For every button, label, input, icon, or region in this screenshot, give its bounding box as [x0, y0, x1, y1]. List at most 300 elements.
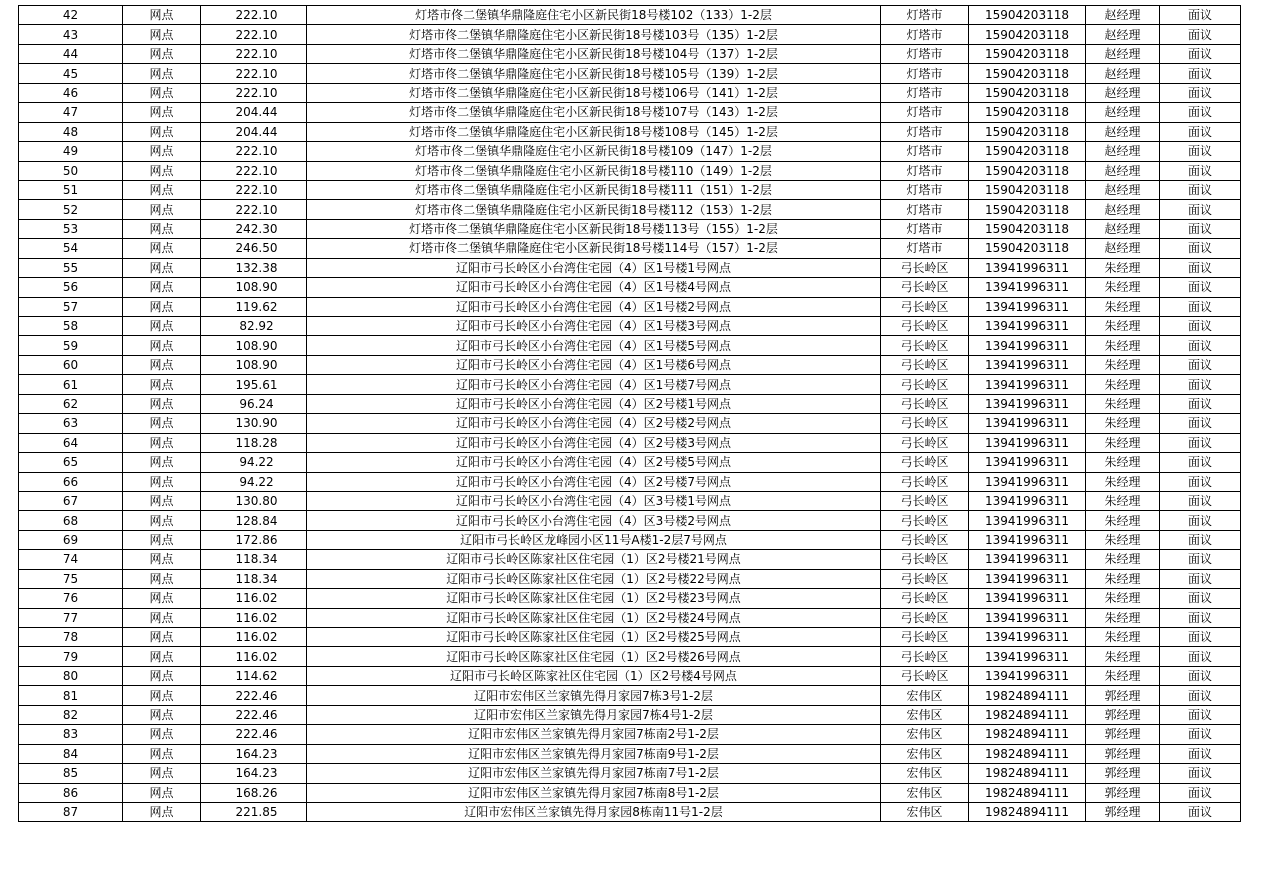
- cell-address[interactable]: 辽阳市宏伟区兰家镇先得月家园7栋南9号1-2层: [307, 744, 881, 763]
- cell-row-number[interactable]: 62: [19, 394, 123, 413]
- cell-district[interactable]: 灯塔市: [881, 161, 969, 180]
- cell-area[interactable]: 222.10: [201, 83, 307, 102]
- cell-property-type[interactable]: 网点: [123, 219, 201, 238]
- cell-price[interactable]: 面议: [1160, 297, 1241, 316]
- cell-price[interactable]: 面议: [1160, 375, 1241, 394]
- cell-property-type[interactable]: 网点: [123, 686, 201, 705]
- cell-district[interactable]: 弓长岭区: [881, 317, 969, 336]
- cell-district[interactable]: 弓长岭区: [881, 647, 969, 666]
- cell-price[interactable]: 面议: [1160, 783, 1241, 802]
- cell-price[interactable]: 面议: [1160, 161, 1241, 180]
- cell-area[interactable]: 172.86: [201, 530, 307, 549]
- cell-row-number[interactable]: 79: [19, 647, 123, 666]
- cell-row-number[interactable]: 50: [19, 161, 123, 180]
- cell-district[interactable]: 弓长岭区: [881, 258, 969, 277]
- cell-price[interactable]: 面议: [1160, 83, 1241, 102]
- cell-contact[interactable]: 赵经理: [1086, 103, 1160, 122]
- cell-property-type[interactable]: 网点: [123, 83, 201, 102]
- cell-district[interactable]: 弓长岭区: [881, 375, 969, 394]
- cell-price[interactable]: 面议: [1160, 394, 1241, 413]
- cell-price[interactable]: 面议: [1160, 647, 1241, 666]
- cell-district[interactable]: 灯塔市: [881, 122, 969, 141]
- cell-row-number[interactable]: 60: [19, 355, 123, 374]
- cell-price[interactable]: 面议: [1160, 200, 1241, 219]
- cell-contact[interactable]: 郭经理: [1086, 686, 1160, 705]
- cell-price[interactable]: 面议: [1160, 686, 1241, 705]
- cell-address[interactable]: 辽阳市弓长岭区小台湾住宅园（4）区3号楼1号网点: [307, 491, 881, 510]
- cell-district[interactable]: 弓长岭区: [881, 491, 969, 510]
- cell-phone[interactable]: 13941996311: [969, 355, 1086, 374]
- cell-price[interactable]: 面议: [1160, 142, 1241, 161]
- cell-area[interactable]: 118.28: [201, 433, 307, 452]
- cell-contact[interactable]: 郭经理: [1086, 783, 1160, 802]
- cell-phone[interactable]: 13941996311: [969, 491, 1086, 510]
- cell-area[interactable]: 114.62: [201, 666, 307, 685]
- cell-price[interactable]: 面议: [1160, 589, 1241, 608]
- cell-area[interactable]: 204.44: [201, 122, 307, 141]
- cell-area[interactable]: 116.02: [201, 628, 307, 647]
- cell-row-number[interactable]: 67: [19, 491, 123, 510]
- cell-row-number[interactable]: 68: [19, 511, 123, 530]
- cell-address[interactable]: 灯塔市佟二堡镇华鼎隆庭住宅小区新民街18号楼105号（139）1-2层: [307, 64, 881, 83]
- cell-price[interactable]: 面议: [1160, 725, 1241, 744]
- cell-address[interactable]: 灯塔市佟二堡镇华鼎隆庭住宅小区新民街18号楼108号（145）1-2层: [307, 122, 881, 141]
- cell-contact[interactable]: 朱经理: [1086, 433, 1160, 452]
- cell-district[interactable]: 弓长岭区: [881, 433, 969, 452]
- cell-address[interactable]: 灯塔市佟二堡镇华鼎隆庭住宅小区新民街18号楼109（147）1-2层: [307, 142, 881, 161]
- cell-price[interactable]: 面议: [1160, 628, 1241, 647]
- cell-address[interactable]: 辽阳市弓长岭区龙峰园小区11号A楼1-2层7号网点: [307, 530, 881, 549]
- cell-row-number[interactable]: 85: [19, 764, 123, 783]
- cell-phone[interactable]: 13941996311: [969, 666, 1086, 685]
- cell-price[interactable]: 面议: [1160, 608, 1241, 627]
- cell-phone[interactable]: 19824894111: [969, 705, 1086, 724]
- cell-area[interactable]: 222.46: [201, 705, 307, 724]
- cell-price[interactable]: 面议: [1160, 336, 1241, 355]
- cell-address[interactable]: 辽阳市弓长岭区小台湾住宅园（4）区1号楼7号网点: [307, 375, 881, 394]
- cell-property-type[interactable]: 网点: [123, 491, 201, 510]
- cell-price[interactable]: 面议: [1160, 550, 1241, 569]
- cell-area[interactable]: 222.46: [201, 686, 307, 705]
- cell-price[interactable]: 面议: [1160, 472, 1241, 491]
- cell-area[interactable]: 118.34: [201, 550, 307, 569]
- cell-contact[interactable]: 赵经理: [1086, 200, 1160, 219]
- cell-address[interactable]: 辽阳市弓长岭区陈家社区住宅园（1）区2号楼4号网点: [307, 666, 881, 685]
- cell-area[interactable]: 222.10: [201, 200, 307, 219]
- cell-row-number[interactable]: 58: [19, 317, 123, 336]
- cell-row-number[interactable]: 65: [19, 453, 123, 472]
- cell-contact[interactable]: 朱经理: [1086, 414, 1160, 433]
- cell-contact[interactable]: 朱经理: [1086, 491, 1160, 510]
- cell-address[interactable]: 辽阳市弓长岭区陈家社区住宅园（1）区2号楼21号网点: [307, 550, 881, 569]
- cell-property-type[interactable]: 网点: [123, 433, 201, 452]
- cell-district[interactable]: 灯塔市: [881, 142, 969, 161]
- cell-address[interactable]: 灯塔市佟二堡镇华鼎隆庭住宅小区新民街18号楼102（133）1-2层: [307, 6, 881, 25]
- cell-property-type[interactable]: 网点: [123, 705, 201, 724]
- cell-phone[interactable]: 15904203118: [969, 83, 1086, 102]
- cell-contact[interactable]: 赵经理: [1086, 142, 1160, 161]
- cell-district[interactable]: 宏伟区: [881, 725, 969, 744]
- cell-district[interactable]: 宏伟区: [881, 686, 969, 705]
- cell-row-number[interactable]: 47: [19, 103, 123, 122]
- cell-area[interactable]: 222.10: [201, 142, 307, 161]
- cell-phone[interactable]: 13941996311: [969, 550, 1086, 569]
- cell-area[interactable]: 130.80: [201, 491, 307, 510]
- cell-area[interactable]: 108.90: [201, 278, 307, 297]
- cell-district[interactable]: 宏伟区: [881, 764, 969, 783]
- cell-area[interactable]: 222.46: [201, 725, 307, 744]
- cell-price[interactable]: 面议: [1160, 802, 1241, 821]
- cell-phone[interactable]: 13941996311: [969, 569, 1086, 588]
- cell-district[interactable]: 灯塔市: [881, 239, 969, 258]
- cell-property-type[interactable]: 网点: [123, 336, 201, 355]
- cell-property-type[interactable]: 网点: [123, 394, 201, 413]
- cell-contact[interactable]: 郭经理: [1086, 764, 1160, 783]
- cell-contact[interactable]: 郭经理: [1086, 705, 1160, 724]
- cell-phone[interactable]: 13941996311: [969, 278, 1086, 297]
- cell-property-type[interactable]: 网点: [123, 666, 201, 685]
- cell-row-number[interactable]: 55: [19, 258, 123, 277]
- cell-district[interactable]: 弓长岭区: [881, 472, 969, 491]
- cell-area[interactable]: 222.10: [201, 64, 307, 83]
- cell-contact[interactable]: 朱经理: [1086, 394, 1160, 413]
- cell-contact[interactable]: 朱经理: [1086, 666, 1160, 685]
- cell-phone[interactable]: 15904203118: [969, 25, 1086, 44]
- cell-contact[interactable]: 赵经理: [1086, 122, 1160, 141]
- cell-contact[interactable]: 朱经理: [1086, 278, 1160, 297]
- cell-contact[interactable]: 朱经理: [1086, 375, 1160, 394]
- cell-price[interactable]: 面议: [1160, 317, 1241, 336]
- cell-district[interactable]: 弓长岭区: [881, 453, 969, 472]
- cell-address[interactable]: 辽阳市弓长岭区小台湾住宅园（4）区1号楼2号网点: [307, 297, 881, 316]
- cell-property-type[interactable]: 网点: [123, 628, 201, 647]
- cell-phone[interactable]: 15904203118: [969, 161, 1086, 180]
- cell-area[interactable]: 96.24: [201, 394, 307, 413]
- cell-area[interactable]: 222.10: [201, 180, 307, 199]
- cell-property-type[interactable]: 网点: [123, 511, 201, 530]
- cell-price[interactable]: 面议: [1160, 414, 1241, 433]
- cell-district[interactable]: 宏伟区: [881, 744, 969, 763]
- cell-phone[interactable]: 15904203118: [969, 200, 1086, 219]
- cell-price[interactable]: 面议: [1160, 103, 1241, 122]
- cell-price[interactable]: 面议: [1160, 180, 1241, 199]
- cell-district[interactable]: 灯塔市: [881, 103, 969, 122]
- cell-address[interactable]: 辽阳市弓长岭区小台湾住宅园（4）区2号楼3号网点: [307, 433, 881, 452]
- cell-area[interactable]: 116.02: [201, 647, 307, 666]
- cell-property-type[interactable]: 网点: [123, 64, 201, 83]
- cell-row-number[interactable]: 43: [19, 25, 123, 44]
- cell-row-number[interactable]: 48: [19, 122, 123, 141]
- cell-property-type[interactable]: 网点: [123, 142, 201, 161]
- cell-contact[interactable]: 赵经理: [1086, 161, 1160, 180]
- cell-phone[interactable]: 15904203118: [969, 6, 1086, 25]
- cell-area[interactable]: 119.62: [201, 297, 307, 316]
- cell-phone[interactable]: 19824894111: [969, 764, 1086, 783]
- cell-contact[interactable]: 朱经理: [1086, 530, 1160, 549]
- cell-phone[interactable]: 13941996311: [969, 394, 1086, 413]
- cell-row-number[interactable]: 76: [19, 589, 123, 608]
- cell-row-number[interactable]: 63: [19, 414, 123, 433]
- cell-price[interactable]: 面议: [1160, 239, 1241, 258]
- cell-phone[interactable]: 19824894111: [969, 725, 1086, 744]
- cell-phone[interactable]: 13941996311: [969, 297, 1086, 316]
- cell-property-type[interactable]: 网点: [123, 530, 201, 549]
- cell-phone[interactable]: 13941996311: [969, 258, 1086, 277]
- cell-property-type[interactable]: 网点: [123, 200, 201, 219]
- cell-row-number[interactable]: 69: [19, 530, 123, 549]
- cell-price[interactable]: 面议: [1160, 433, 1241, 452]
- cell-phone[interactable]: 13941996311: [969, 647, 1086, 666]
- cell-district[interactable]: 灯塔市: [881, 25, 969, 44]
- cell-property-type[interactable]: 网点: [123, 355, 201, 374]
- cell-district[interactable]: 灯塔市: [881, 44, 969, 63]
- cell-property-type[interactable]: 网点: [123, 180, 201, 199]
- cell-phone[interactable]: 13941996311: [969, 608, 1086, 627]
- cell-row-number[interactable]: 78: [19, 628, 123, 647]
- cell-phone[interactable]: 19824894111: [969, 783, 1086, 802]
- cell-price[interactable]: 面议: [1160, 355, 1241, 374]
- cell-phone[interactable]: 15904203118: [969, 142, 1086, 161]
- cell-address[interactable]: 辽阳市弓长岭区小台湾住宅园（4）区1号楼1号网点: [307, 258, 881, 277]
- cell-property-type[interactable]: 网点: [123, 764, 201, 783]
- cell-contact[interactable]: 赵经理: [1086, 64, 1160, 83]
- cell-row-number[interactable]: 86: [19, 783, 123, 802]
- cell-phone[interactable]: 13941996311: [969, 433, 1086, 452]
- cell-row-number[interactable]: 84: [19, 744, 123, 763]
- cell-district[interactable]: 弓长岭区: [881, 297, 969, 316]
- cell-price[interactable]: 面议: [1160, 569, 1241, 588]
- cell-district[interactable]: 灯塔市: [881, 180, 969, 199]
- cell-district[interactable]: 弓长岭区: [881, 355, 969, 374]
- cell-property-type[interactable]: 网点: [123, 258, 201, 277]
- cell-phone[interactable]: 13941996311: [969, 375, 1086, 394]
- cell-row-number[interactable]: 56: [19, 278, 123, 297]
- cell-price[interactable]: 面议: [1160, 258, 1241, 277]
- cell-address[interactable]: 辽阳市宏伟区兰家镇先得月家园7栋南8号1-2层: [307, 783, 881, 802]
- cell-row-number[interactable]: 77: [19, 608, 123, 627]
- cell-contact[interactable]: 赵经理: [1086, 83, 1160, 102]
- cell-property-type[interactable]: 网点: [123, 239, 201, 258]
- cell-property-type[interactable]: 网点: [123, 44, 201, 63]
- cell-address[interactable]: 辽阳市宏伟区兰家镇先得月家园7栋南2号1-2层: [307, 725, 881, 744]
- cell-address[interactable]: 灯塔市佟二堡镇华鼎隆庭住宅小区新民街18号楼107号（143）1-2层: [307, 103, 881, 122]
- cell-district[interactable]: 灯塔市: [881, 64, 969, 83]
- cell-phone[interactable]: 13941996311: [969, 589, 1086, 608]
- cell-address[interactable]: 辽阳市弓长岭区陈家社区住宅园（1）区2号楼22号网点: [307, 569, 881, 588]
- cell-area[interactable]: 222.10: [201, 161, 307, 180]
- cell-address[interactable]: 灯塔市佟二堡镇华鼎隆庭住宅小区新民街18号楼112（153）1-2层: [307, 200, 881, 219]
- cell-price[interactable]: 面议: [1160, 219, 1241, 238]
- cell-contact[interactable]: 郭经理: [1086, 744, 1160, 763]
- cell-area[interactable]: 116.02: [201, 589, 307, 608]
- cell-phone[interactable]: 13941996311: [969, 530, 1086, 549]
- cell-row-number[interactable]: 64: [19, 433, 123, 452]
- cell-row-number[interactable]: 52: [19, 200, 123, 219]
- cell-property-type[interactable]: 网点: [123, 25, 201, 44]
- cell-address[interactable]: 辽阳市弓长岭区小台湾住宅园（4）区3号楼2号网点: [307, 511, 881, 530]
- cell-district[interactable]: 弓长岭区: [881, 336, 969, 355]
- cell-area[interactable]: 246.50: [201, 239, 307, 258]
- cell-area[interactable]: 82.92: [201, 317, 307, 336]
- cell-address[interactable]: 灯塔市佟二堡镇华鼎隆庭住宅小区新民街18号楼110（149）1-2层: [307, 161, 881, 180]
- cell-area[interactable]: 195.61: [201, 375, 307, 394]
- cell-phone[interactable]: 13941996311: [969, 511, 1086, 530]
- cell-district[interactable]: 宏伟区: [881, 802, 969, 821]
- cell-row-number[interactable]: 83: [19, 725, 123, 744]
- cell-phone[interactable]: 13941996311: [969, 414, 1086, 433]
- cell-price[interactable]: 面议: [1160, 44, 1241, 63]
- cell-district[interactable]: 灯塔市: [881, 219, 969, 238]
- cell-area[interactable]: 108.90: [201, 336, 307, 355]
- cell-property-type[interactable]: 网点: [123, 608, 201, 627]
- cell-address[interactable]: 辽阳市弓长岭区小台湾住宅园（4）区2号楼1号网点: [307, 394, 881, 413]
- cell-area[interactable]: 222.10: [201, 25, 307, 44]
- cell-address[interactable]: 辽阳市宏伟区兰家镇先得月家园7栋南7号1-2层: [307, 764, 881, 783]
- cell-area[interactable]: 118.34: [201, 569, 307, 588]
- cell-property-type[interactable]: 网点: [123, 161, 201, 180]
- cell-price[interactable]: 面议: [1160, 764, 1241, 783]
- cell-area[interactable]: 222.10: [201, 6, 307, 25]
- cell-district[interactable]: 弓长岭区: [881, 589, 969, 608]
- cell-price[interactable]: 面议: [1160, 666, 1241, 685]
- cell-district[interactable]: 弓长岭区: [881, 511, 969, 530]
- cell-row-number[interactable]: 44: [19, 44, 123, 63]
- cell-contact[interactable]: 朱经理: [1086, 297, 1160, 316]
- cell-contact[interactable]: 赵经理: [1086, 180, 1160, 199]
- cell-price[interactable]: 面议: [1160, 6, 1241, 25]
- cell-district[interactable]: 弓长岭区: [881, 550, 969, 569]
- cell-contact[interactable]: 郭经理: [1086, 802, 1160, 821]
- cell-area[interactable]: 128.84: [201, 511, 307, 530]
- cell-row-number[interactable]: 87: [19, 802, 123, 821]
- cell-address[interactable]: 辽阳市弓长岭区陈家社区住宅园（1）区2号楼24号网点: [307, 608, 881, 627]
- cell-phone[interactable]: 13941996311: [969, 453, 1086, 472]
- cell-contact[interactable]: 朱经理: [1086, 628, 1160, 647]
- cell-address[interactable]: 辽阳市弓长岭区陈家社区住宅园（1）区2号楼26号网点: [307, 647, 881, 666]
- cell-price[interactable]: 面议: [1160, 278, 1241, 297]
- cell-contact[interactable]: 朱经理: [1086, 647, 1160, 666]
- cell-property-type[interactable]: 网点: [123, 317, 201, 336]
- cell-contact[interactable]: 朱经理: [1086, 608, 1160, 627]
- cell-price[interactable]: 面议: [1160, 25, 1241, 44]
- cell-address[interactable]: 辽阳市弓长岭区小台湾住宅园（4）区2号楼5号网点: [307, 453, 881, 472]
- cell-contact[interactable]: 朱经理: [1086, 355, 1160, 374]
- cell-address[interactable]: 辽阳市弓长岭区小台湾住宅园（4）区2号楼7号网点: [307, 472, 881, 491]
- cell-row-number[interactable]: 54: [19, 239, 123, 258]
- cell-contact[interactable]: 朱经理: [1086, 550, 1160, 569]
- cell-address[interactable]: 灯塔市佟二堡镇华鼎隆庭住宅小区新民街18号楼114号（157）1-2层: [307, 239, 881, 258]
- cell-row-number[interactable]: 81: [19, 686, 123, 705]
- cell-row-number[interactable]: 82: [19, 705, 123, 724]
- cell-phone[interactable]: 19824894111: [969, 744, 1086, 763]
- cell-address[interactable]: 辽阳市弓长岭区小台湾住宅园（4）区1号楼3号网点: [307, 317, 881, 336]
- cell-property-type[interactable]: 网点: [123, 550, 201, 569]
- cell-contact[interactable]: 朱经理: [1086, 317, 1160, 336]
- cell-phone[interactable]: 15904203118: [969, 44, 1086, 63]
- cell-area[interactable]: 132.38: [201, 258, 307, 277]
- cell-row-number[interactable]: 59: [19, 336, 123, 355]
- cell-row-number[interactable]: 45: [19, 64, 123, 83]
- cell-phone[interactable]: 15904203118: [969, 103, 1086, 122]
- cell-phone[interactable]: 13941996311: [969, 317, 1086, 336]
- cell-contact[interactable]: 赵经理: [1086, 239, 1160, 258]
- cell-property-type[interactable]: 网点: [123, 783, 201, 802]
- cell-district[interactable]: 弓长岭区: [881, 628, 969, 647]
- cell-property-type[interactable]: 网点: [123, 802, 201, 821]
- cell-property-type[interactable]: 网点: [123, 725, 201, 744]
- cell-row-number[interactable]: 66: [19, 472, 123, 491]
- cell-area[interactable]: 168.26: [201, 783, 307, 802]
- cell-address[interactable]: 辽阳市弓长岭区陈家社区住宅园（1）区2号楼25号网点: [307, 628, 881, 647]
- cell-district[interactable]: 宏伟区: [881, 783, 969, 802]
- cell-row-number[interactable]: 74: [19, 550, 123, 569]
- cell-price[interactable]: 面议: [1160, 453, 1241, 472]
- cell-area[interactable]: 116.02: [201, 608, 307, 627]
- cell-district[interactable]: 弓长岭区: [881, 608, 969, 627]
- cell-row-number[interactable]: 53: [19, 219, 123, 238]
- cell-area[interactable]: 242.30: [201, 219, 307, 238]
- cell-row-number[interactable]: 49: [19, 142, 123, 161]
- cell-contact[interactable]: 朱经理: [1086, 589, 1160, 608]
- cell-price[interactable]: 面议: [1160, 122, 1241, 141]
- cell-area[interactable]: 204.44: [201, 103, 307, 122]
- cell-area[interactable]: 94.22: [201, 472, 307, 491]
- cell-district[interactable]: 灯塔市: [881, 200, 969, 219]
- cell-phone[interactable]: 19824894111: [969, 802, 1086, 821]
- cell-property-type[interactable]: 网点: [123, 472, 201, 491]
- cell-phone[interactable]: 13941996311: [969, 336, 1086, 355]
- cell-property-type[interactable]: 网点: [123, 103, 201, 122]
- cell-contact[interactable]: 朱经理: [1086, 569, 1160, 588]
- cell-phone[interactable]: 13941996311: [969, 472, 1086, 491]
- cell-area[interactable]: 222.10: [201, 44, 307, 63]
- cell-phone[interactable]: 19824894111: [969, 686, 1086, 705]
- cell-property-type[interactable]: 网点: [123, 569, 201, 588]
- cell-row-number[interactable]: 51: [19, 180, 123, 199]
- cell-address[interactable]: 灯塔市佟二堡镇华鼎隆庭住宅小区新民街18号楼111（151）1-2层: [307, 180, 881, 199]
- cell-property-type[interactable]: 网点: [123, 453, 201, 472]
- cell-price[interactable]: 面议: [1160, 64, 1241, 83]
- cell-price[interactable]: 面议: [1160, 511, 1241, 530]
- cell-contact[interactable]: 赵经理: [1086, 6, 1160, 25]
- cell-address[interactable]: 辽阳市宏伟区兰家镇先得月家园7栋3号1-2层: [307, 686, 881, 705]
- cell-address[interactable]: 辽阳市宏伟区兰家镇先得月家园8栋南11号1-2层: [307, 802, 881, 821]
- cell-district[interactable]: 弓长岭区: [881, 530, 969, 549]
- cell-area[interactable]: 130.90: [201, 414, 307, 433]
- cell-district[interactable]: 弓长岭区: [881, 278, 969, 297]
- cell-area[interactable]: 164.23: [201, 744, 307, 763]
- cell-price[interactable]: 面议: [1160, 744, 1241, 763]
- cell-contact[interactable]: 朱经理: [1086, 511, 1160, 530]
- cell-address[interactable]: 灯塔市佟二堡镇华鼎隆庭住宅小区新民街18号楼106号（141）1-2层: [307, 83, 881, 102]
- cell-district[interactable]: 弓长岭区: [881, 394, 969, 413]
- cell-property-type[interactable]: 网点: [123, 122, 201, 141]
- cell-contact[interactable]: 朱经理: [1086, 472, 1160, 491]
- cell-property-type[interactable]: 网点: [123, 589, 201, 608]
- cell-area[interactable]: 94.22: [201, 453, 307, 472]
- cell-property-type[interactable]: 网点: [123, 647, 201, 666]
- cell-property-type[interactable]: 网点: [123, 414, 201, 433]
- cell-address[interactable]: 灯塔市佟二堡镇华鼎隆庭住宅小区新民街18号楼103号（135）1-2层: [307, 25, 881, 44]
- cell-district[interactable]: 弓长岭区: [881, 414, 969, 433]
- cell-property-type[interactable]: 网点: [123, 278, 201, 297]
- cell-district[interactable]: 弓长岭区: [881, 569, 969, 588]
- cell-row-number[interactable]: 61: [19, 375, 123, 394]
- cell-row-number[interactable]: 80: [19, 666, 123, 685]
- cell-phone[interactable]: 13941996311: [969, 628, 1086, 647]
- cell-area[interactable]: 108.90: [201, 355, 307, 374]
- cell-property-type[interactable]: 网点: [123, 744, 201, 763]
